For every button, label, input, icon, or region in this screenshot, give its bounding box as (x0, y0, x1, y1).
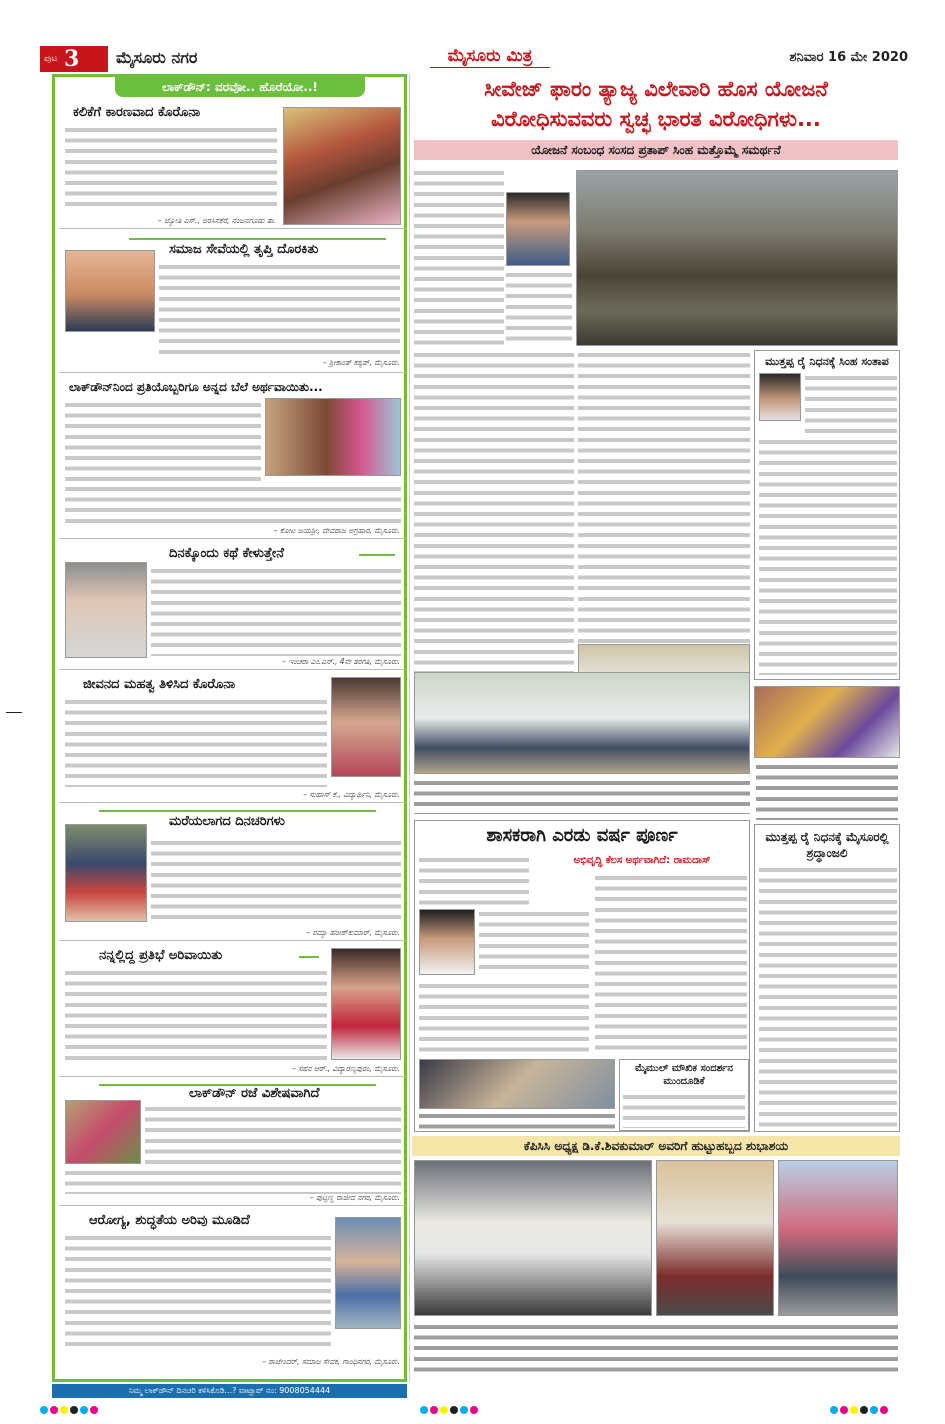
text-block (65, 968, 327, 1060)
lead-story-body (414, 350, 574, 714)
reg-dot (460, 1406, 468, 1414)
lead-story-body (414, 168, 504, 346)
lead-title-line-1: ಸೀವೇಜ್ ಫಾರಂ ತ್ಯಾಜ್ಯ ವಿಲೇವಾರಿ ಹೊಸ ಯೋಜನೆ (484, 77, 828, 101)
birthday-photo-3 (778, 1160, 898, 1316)
reg-dot (870, 1406, 878, 1414)
story-photo (331, 948, 401, 1060)
story-title: ಕಲಿಕೆಗೆ ಕಾರಣವಾದ ಕೊರೊನಾ (73, 105, 201, 120)
text-block (759, 437, 897, 675)
tribute-caption (756, 762, 898, 820)
mla-story-body (419, 855, 529, 905)
story-photo (335, 1217, 401, 1329)
mymul-title: ಮೈಮುಲ್ ಮೌಖಿಕ ಸಂದರ್ಶನ ಮುಂದೂಡಿಕೆ (635, 1063, 733, 1087)
story-photo (65, 250, 155, 332)
text-block (65, 1233, 331, 1349)
story-5 (59, 671, 406, 803)
story-byline: – ರಮ್ಯಾ ಹರೀಶ್‌ಕುಮಾರ್, ಮೈಸೂರು. (306, 928, 400, 937)
registration-marks-left (40, 1406, 98, 1414)
reg-dot (80, 1406, 88, 1414)
reg-dot (430, 1406, 438, 1414)
story-body-cont (65, 1168, 401, 1194)
divider (359, 554, 395, 556)
mla-story-title: ಶಾಸಕರಾಗಿ ಎರಡು ವರ್ಷ ಪೂರ್ಣ (486, 825, 678, 846)
reg-dot (880, 1406, 888, 1414)
story-title: ಲಾಕ್‌ಡೌನ್‌ನಿಂದ ಪ್ರತಿಯೊಬ್ಬರಿಗೂ ಅನ್ನದ ಬೆಲೆ ಅರ್ಥವಾಯಿತು... (69, 380, 323, 394)
story-title: ಮರೆಯಲಾಗದ ದಿನಚರಿಗಳು (169, 814, 285, 829)
waste-dump-photo (576, 170, 898, 346)
story-byline: – ಸುಹಾಸ್ ಕೆ., ವಿದ್ಯಾರ್ಥಿನಿ, ಮೈಸೂರು. (303, 790, 400, 799)
story-body (145, 1104, 401, 1164)
story-title: ಜೀವನದ ಮಹತ್ವ ತಿಳಿಸಿದ ಕೊರೊನಾ (83, 677, 236, 692)
text-block (414, 168, 504, 346)
mla-story-body (419, 981, 589, 1055)
lead-subtitle: ಯೋಜನೆ ಸಂಬಂಧ ಸಂಸದ ಪ್ರತಾಪ್ ಸಿಂಹ ಮತ್ತೊಮ್ಮೆ ಸಮರ್ಥನೆ (414, 140, 898, 160)
hospital-visit-photo (419, 1059, 615, 1109)
condolence-body (805, 373, 897, 433)
story-9 (59, 1207, 406, 1369)
section-name: ಮೈಸೂರು ನಗರ (116, 48, 198, 67)
divider (99, 810, 376, 812)
text-block (756, 762, 898, 820)
story-byline: – ಜ್ಯೋತಿ ಎಸ್., ಅರಸಿನಕೆರೆ, ನಂಜನಗೂಡು ತಾ. (157, 216, 276, 225)
page-label: ಪುಟ (44, 54, 58, 64)
story-6 (59, 804, 406, 941)
crop-mark (6, 712, 22, 713)
story-body (65, 697, 327, 787)
mla-story-body (479, 909, 589, 975)
story-byline: – ಇಂಚರಾ ಎಂ.ಎನ್., 4ನೇ ತರಗತಿ, ಮೈಸೂರು. (282, 657, 400, 666)
text-block (65, 125, 277, 213)
story-byline: – ಕೋಟ ಜಯಶ್ರೀ, ದೇವರಾಜ ಅಗ್ರಹಾರ, ಮೈಸೂರು. (273, 526, 400, 535)
birthday-photo-1 (414, 1160, 652, 1316)
mla-story-body (595, 873, 747, 1055)
story-byline: – ಪುಟ್ಟಣ್ಣ ರಾಜೀವ ನಗರ, ಮೈಸೂರು. (309, 1193, 400, 1202)
reg-dot (60, 1406, 68, 1414)
reg-dot (830, 1406, 838, 1414)
text-block (414, 1322, 898, 1378)
story-title: ಆರೋಗ್ಯ, ಶುದ್ಧತೆಯ ಅರಿವು ಮೂಡಿದೆ (89, 1213, 250, 1228)
text-block (759, 865, 897, 1127)
story-photo (65, 1100, 141, 1164)
tribute-event-photo (754, 686, 900, 758)
masthead (40, 46, 912, 72)
story-body (65, 125, 277, 213)
condolence-box (754, 350, 900, 680)
story-byline: – ಶ್ರೀಕಾಂತ್ ಕಶ್ಯಪ್, ಮೈಸೂರು. (322, 358, 400, 367)
story-byline: – ರಾಜೇಂದರ್, ಸಮಾಜ ಸೇವಕ, ಗಾಂಧಿನಗರ, ಮೈಸೂರು. (262, 1357, 400, 1366)
text-block (419, 981, 589, 1055)
story-8 (59, 1078, 406, 1206)
story-3 (59, 374, 406, 539)
reg-dot (90, 1406, 98, 1414)
mymul-box (619, 1059, 749, 1131)
text-block (145, 1104, 401, 1164)
reg-dot (470, 1406, 478, 1414)
text-block (805, 373, 897, 433)
story-body (65, 1233, 331, 1349)
divider (299, 956, 319, 958)
tribute-box (754, 824, 900, 1132)
story-byline: – ಸಹನ ಆರ್., ವಿದ್ಯಾರಣ್ಯಪುರಂ, ಮೈಸೂರು. (292, 1064, 400, 1073)
mla-story-box (414, 820, 750, 1132)
mymul-body (623, 1092, 745, 1128)
reg-dot (420, 1406, 428, 1414)
registration-marks-right (830, 1406, 888, 1414)
mp-portrait-photo (506, 192, 570, 266)
text-block (414, 778, 750, 814)
story-title: ನನ್ನಲ್ಲಿದ್ದ ಪ್ರತಿಭೆ ಅರಿವಾಯಿತು (99, 948, 223, 963)
reg-dot (440, 1406, 448, 1414)
issue-date: ಶನಿವಾರ 16 ಮೇ 2020 (789, 50, 908, 65)
story-body-cont (65, 484, 401, 524)
tribute-body (759, 865, 897, 1127)
story-title: ಲಾಕ್‌ಡೌನ್ ರಜೆ ವಿಶೇಷವಾಗಿದೆ (189, 1086, 320, 1101)
paper-name: ಮೈಸೂರು ಮಿತ್ರ (400, 46, 580, 66)
story-photo (265, 398, 401, 476)
page-tag (40, 46, 108, 72)
text-block (414, 350, 574, 714)
left-column-header: ಲಾಕ್‌ಡೌನ್: ವರವೋ.. ಹೊರೆಯೋ..! (115, 77, 365, 97)
tribute-title: ಮುತ್ತಪ್ಪ ರೈ ನಿಧನಕ್ಕೆ ಮೈಸೂರಲ್ಲಿ ಶ್ರದ್ಧಾಂಜಲಿ (765, 830, 889, 860)
condolence-body (759, 437, 897, 675)
story-body (65, 968, 327, 1060)
hospital-visit-caption (419, 1111, 615, 1131)
birthday-caption (414, 1322, 898, 1378)
story-2 (59, 230, 406, 373)
condolence-photo (759, 373, 801, 421)
mla-portrait-photo (419, 909, 475, 975)
text-block (151, 838, 401, 922)
text-block (419, 855, 529, 905)
reg-dot (450, 1406, 458, 1414)
text-block (65, 1168, 401, 1194)
reg-dot (70, 1406, 78, 1414)
text-block (65, 484, 401, 524)
birthday-title: ಕೆಪಿಸಿಸಿ ಅಧ್ಯಕ್ಷ ಡಿ.ಕೆ.ಶಿವಕುಮಾರ್ ಅವರಿಗೆ ಹುಟ್ಟುಹಬ್ಬದ ಶುಭಾಶಯ (412, 1136, 900, 1156)
story-body (151, 566, 401, 656)
text-block (623, 1092, 745, 1128)
divider (129, 238, 386, 240)
lead-title-line-2: ವಿರೋಧಿಸುವವರು ಸ್ವಚ್ಛ ಭಾರತ ವಿರೋಧಿಗಳು... (491, 107, 821, 131)
reg-dot (50, 1406, 58, 1414)
condolence-title: ಮುತ್ತಪ್ಪ ರೈ ನಿಧನಕ್ಕೆ ಸಿಂಹ ಸಂತಾಪ (765, 355, 889, 368)
story-body (151, 838, 401, 922)
text-block (419, 1111, 615, 1131)
story-photo (331, 677, 401, 777)
birthday-photo-2 (656, 1160, 774, 1316)
story-title: ದಿನಕ್ಕೊಂದು ಕಥೆ ಕೇಳುತ್ತೇನೆ (169, 546, 284, 561)
story-7 (59, 942, 406, 1077)
reg-dot (860, 1406, 868, 1414)
group-photo (414, 672, 750, 774)
lead-story-body (506, 270, 572, 346)
story-1 (59, 99, 406, 229)
text-block (65, 697, 327, 787)
reg-dot (850, 1406, 858, 1414)
group-photo-caption (414, 778, 750, 814)
text-block (595, 873, 747, 1055)
story-photo (65, 562, 147, 658)
reg-dot (40, 1406, 48, 1414)
lead-headline (412, 74, 900, 136)
story-4 (59, 540, 406, 670)
left-footer-bar: ನಿಮ್ಮ ಲಾಕ್‌ಡೌನ್ ದಿನಚರಿ ಕಳಿಸಿಕೊಡಿ...? ವಾಟ್ಸಾಪ್ ನಂ: 9008054444 (52, 1384, 407, 1398)
text-block (479, 909, 589, 975)
text-block (506, 270, 572, 346)
mla-story-subtitle: ಅಭಿವೃದ್ಧಿ ಕೆಲಸ ಅರ್ಥವಾಗಿದೆ: ರಾಮದಾಸ್ (573, 855, 711, 866)
page-number: 3 (64, 46, 80, 72)
story-body (159, 262, 400, 358)
column-divider (409, 74, 410, 1382)
reg-dot (840, 1406, 848, 1414)
right-column (412, 74, 900, 1382)
text-block (159, 262, 400, 358)
registration-marks-center (420, 1406, 478, 1414)
story-photo (65, 824, 147, 922)
story-title: ಸಮಾಜ ಸೇವೆಯಲ್ಲಿ ತೃಪ್ತಿ ದೊರಕಿತು (169, 242, 319, 257)
text-block (151, 566, 401, 656)
left-column (52, 74, 407, 1382)
story-photo (283, 107, 401, 225)
